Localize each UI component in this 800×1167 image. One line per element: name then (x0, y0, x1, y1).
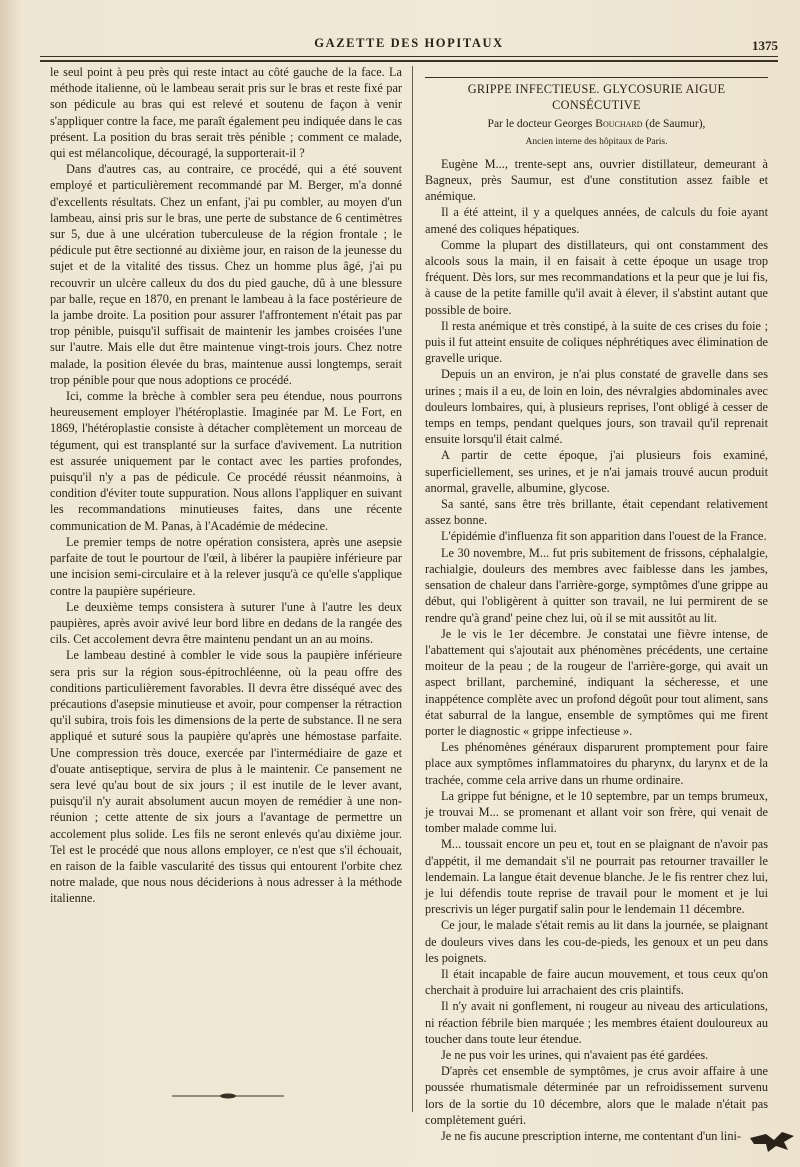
right-paragraph: Je ne fis aucune prescription interne, me contentant d'un lini- (441, 1129, 741, 1143)
left-column (50, 64, 402, 907)
left-paragraph: Le lambeau destiné à combler le vide sous la paupière inférieure sera pris sur la région sous-épitrochléenne, où la peau offre des conditions particulièrement favorables. Il devra être disséqué avec des précautions d'asepsie minutieuse et avoir, pour compenser la rétraction qu'il subira, trois fois les dimensions de la perte de substance. Il ne sera appliqué et suturé sous la paupière qu'après une hémostase parfaite. Une compression très douce, exercée par l'intermédiaire de gaze et d'ouate antiseptique, servira de plus à le maintenir. Ce pansement ne sera levé qu'au bout de six jours ; il est inutile de le lever avant, puisqu'il n'y aurait absolument aucun moyen de remédier à une non-réunion ; cette attente de six jours a l'avantage de permettre un accolement plus solide. Les fils ne seront enlevés qu'au dixième jour. Tel est le procédé que nous allons employer, ce n'est que s'il échouait, en raison de la faible vascularité des tissus qui entourent l'orbite chez notre malade, que nous nous déciderions à nous adresser à la méthode italienne. (50, 648, 402, 906)
bird-stamp-icon (748, 1126, 796, 1154)
author-name: Bouchard (595, 118, 643, 131)
right-paragraph: Il a été atteint, il y a quelques années, de calculs du foie ayant amené des coliques hépatiques. (425, 205, 768, 236)
end-of-article-ornament (168, 1092, 288, 1100)
right-paragraph: M... toussait encore un peu et, tout en se plaignant de n'avoir pas d'appétit, il me demandait s'il ne pourrait pas retourner travailler le lendemain. La langue était devenue blanche. Je le fis rentrer chez lui, je lui défendis toute reprise de travail pour le moment et je lui prescrivis un léger purgatif salin pour le lendemain 11 décembre. (425, 837, 768, 917)
article-byline (425, 116, 768, 132)
right-paragraph: Comme la plupart des distillateurs, qui ont constamment des alcools sous la main, il en faisait à cette époque un usage trop fréquent. Dès lors, sur mes recommandations et la peur que je lui fis, à cause de la petite famille qu'il avait à élever, il s'abstint autant que possible de boire. (425, 237, 768, 317)
right-paragraph: Eugène M..., trente-sept ans, ouvrier distillateur, demeurant à Bagneux, près Saumur, est d'une constitution assez faible et anémique. (425, 156, 768, 204)
right-column (425, 77, 768, 1144)
left-paragraph: Dans d'autres cas, au contraire, ce procédé, qui a été souvent employé et particulièrement recommandé par M. Berger, m'a donné d'excellents résultats. Chez un enfant, j'ai pu combler, au moyen d'un lambeau, ainsi pris sur le bras, une perte de substance de 6 centimètres sur 5, due à une ulcération tuberculeuse de la région frontale ; le pédicule put être sectionné au dixième jour, en raison de la jeunesse du sujet et de la vitalité des tissus. Chez un homme plus âgé, j'ai pu recouvrir un ulcère calleux du dos du pied gauche, dû à une blessure par balle, reçue en 1870, en prenant le lambeau à la face postérieure de la jambe droite. La position pour assurer l'affrontement n'était pas par trop pénible, puisqu'il suffisait de maintenir les jambes croisées l'une sur l'autre. Mais elle dut être maintenue vingt-trois jours. Chez notre malade, la position élevée du bras, maintenue aussi longtemps, serait trop pénible pour que nous adoptions ce procédé. (50, 162, 402, 387)
right-paragraph: Il n'y avait ni gonflement, ni rougeur au niveau des articulations, ni réaction fébrile bien marquée ; les membres étaient douloureux au toucher dans toute leur étendue. (425, 999, 768, 1046)
right-paragraph: Je le vis le 1er décembre. Je constatai une fièvre intense, de l'abattement qui s'ajoutait aux phénomènes précédents, une certaine moiteur de la peau ; de la rougeur de l'arrière-gorge, qui avait un aspect brillant, parcheminé, indiquant la sécheresse, et une inappétence complète avec un profond dégoût pour tout aliment, sans état saburral de la langue, ensemble de symptômes qui me firent porter le diagnostic « grippe infectieuse ». (425, 626, 768, 738)
right-paragraph: Les phénomènes généraux disparurent promptement pour faire place aux symptômes inflammatoires du pharynx, du larynx et de la trachée, comme cela arrive dans un rhume ordinaire. (425, 740, 768, 787)
column-divider (412, 66, 413, 1112)
right-paragraph: Il était incapable de faire aucun mouvement, et tous ceux qu'on cherchait à produire lui arrachaient des cris plaintifs. (425, 966, 768, 998)
right-paragraph: Le 30 novembre, M... fut pris subitement de frissons, céphalalgie, rachialgie, douleurs des membres avec faiblesse dans les jambes, sensation de chaleur dans l'arrière-gorge, symptômes d'une grippe au début, qui l'obligèrent à quitter son travail, ne lui permirent de se rendre qu'à grand' peine chez lui, où il se mit aussitôt au lit. (425, 545, 768, 625)
right-paragraph: D'après cet ensemble de symptômes, je crus avoir affaire à une poussée rhumatismale déterminée par un refroidissement survenu lors de la sortie du 10 décembre, alors que le malade n'était pas complètement guéri. (425, 1064, 768, 1127)
right-paragraph: La grippe fut bénigne, et le 10 septembre, par un temps brumeux, je trouvai M... se promenant et allant voir son frère, qui venait de tomber malade comme lui. (425, 788, 768, 836)
running-title: GAZETTE DES HOPITAUX (314, 36, 504, 50)
left-paragraph: Le premier temps de notre opération consistera, après une asepsie parfaite de tout le pourtour de l'œil, à libérer la paupière inférieure par une incision semi-circulaire et à la relever jusqu'à ce qu'elle s'applique contre la paupière supérieure. (50, 534, 402, 598)
author-affiliation: Ancien interne des hôpitaux de Paris. (525, 136, 668, 147)
right-paragraph: Il resta anémique et très constipé, à la suite de ces crises du foie ; puis il fut atteint ensuite de coliques néphrétiques avec élimination de gravelle urique. (425, 318, 768, 366)
left-paragraph: Le deuxième temps consistera à suturer l'une à l'autre les deux paupières, après avoir avivé leur bord libre en dedans de la rangée des cils. Cet accolement devra être maintenu pendant un an au moins. (50, 599, 402, 647)
article-title: GRIPPE INFECTIEUSE. GLYCOSURIE AIGUE CONSÉCUTIVE (425, 77, 768, 113)
page-number: 1375 (752, 38, 778, 53)
right-paragraph: Sa santé, sans être très brillante, était cependant relativement assez bonne. (425, 497, 768, 528)
right-paragraph: Depuis un an environ, je n'ai plus constaté de gravelle dans ses urines ; mais il a eu, de loin en loin, des névralgies abdominales avec douleurs lombaires, qui, à plusieurs reprises, l'ont obligé à cesser de temps en temps, pendant quelques jours, son travail qu'il reprenait ensuite lorsqu'il était calmé. (425, 367, 768, 447)
right-paragraph: A partir de cette époque, j'ai plusieurs fois examiné, superficiellement, ses urines, et je n'ai jamais trouvé aucun produit anormal, gravelle, albumine, glycose. (425, 448, 768, 495)
left-paragraph: Ici, comme la brèche à combler sera peu étendue, nous pourrons heureusement employer l'hétéroplastie. Imaginée par M. Le Fort, en 1869, l'hétéroplastie consiste à détacher complètement un morceau de tégument, qui est transplanté sur la surface d'avivement. La nutrition est assurée uniquement par le contact avec les parties profondes, puisqu'il n'y a pas de pédicule. Ce procédé réussit néanmoins, à condition d'éviter toute suppuration. Nous allons l'appliquer en suivant les recommandations minutieuses faites, dans une récente communication de M. Panas, à l'Académie de médecine. (50, 389, 402, 533)
page-header (40, 36, 778, 56)
right-paragraph: Je ne pus voir les urines, qui n'avaient pas été gardées. (441, 1047, 709, 1062)
header-rule-thin (40, 56, 778, 57)
left-paragraph: le seul point à peu près qui reste intact au côté gauche de la face. La méthode italienne, où le lambeau serait pris sur le bras et reste fixé par son pédicule au bras qui est relevé et soutenu de façon à venir s'appliquer contre la face, me paraît également peu indiquée dans le cas présent. La position du bras serait très pénible ; comment ce malade, qui est mélancolique, découragé, la supporterait-il ? (50, 65, 402, 161)
right-paragraph: L'épidémie d'influenza fit son apparition dans l'ouest de la France. (441, 529, 767, 544)
right-paragraph: Ce jour, le malade s'était remis au lit dans la journée, se plaignant de douleurs vives dans les cou-de-pieds, les genoux et un peu dans les poignets. (425, 918, 768, 965)
byline-suffix: (de Saumur), (642, 118, 706, 131)
byline-prefix: Par le docteur Georges (487, 118, 596, 131)
header-rule-thick (40, 60, 778, 62)
